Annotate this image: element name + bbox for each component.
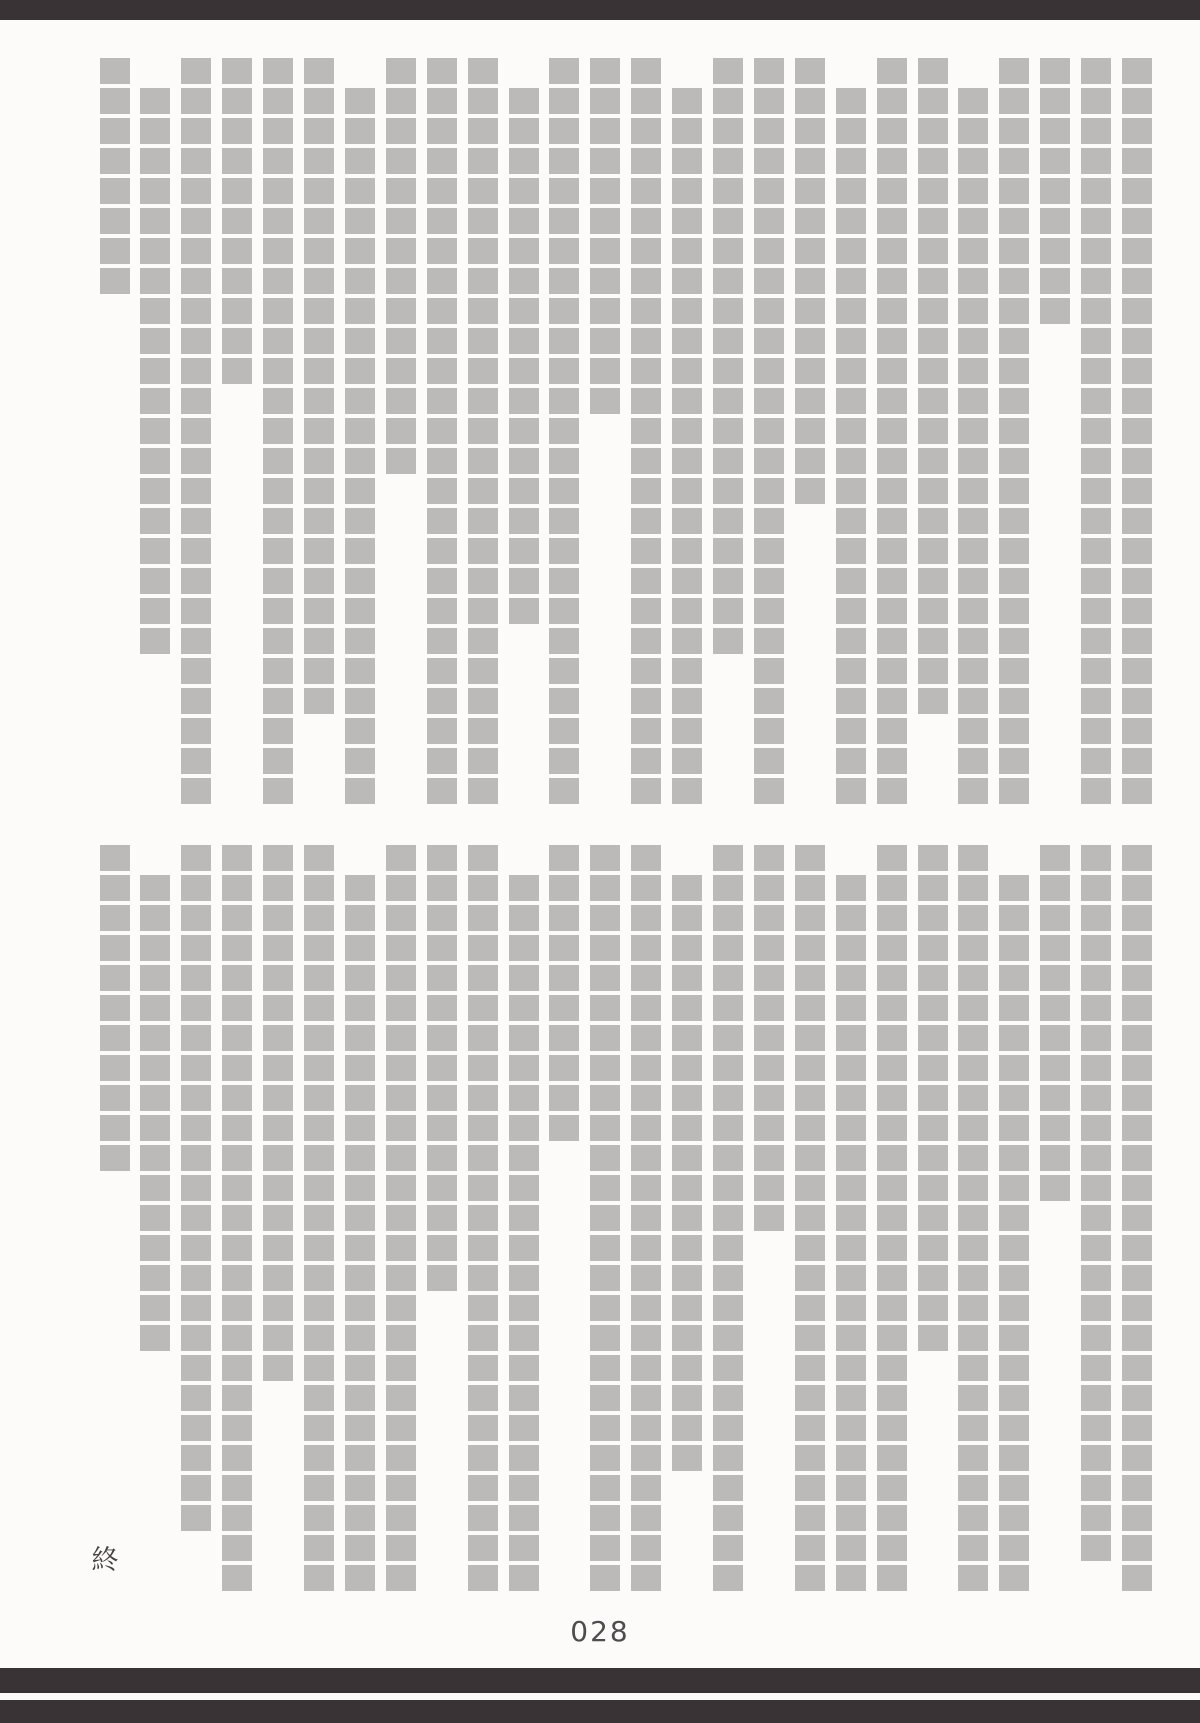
- redacted-text-column: [100, 845, 130, 1175]
- redacted-text-column: [140, 875, 170, 1355]
- redacted-text-column: [1040, 845, 1070, 1205]
- redacted-text-column: [631, 845, 661, 1595]
- redacted-text-column: [590, 845, 620, 1595]
- redacted-text-column: [918, 845, 948, 1355]
- redacted-text-column: [140, 88, 170, 658]
- redacted-text-column: [549, 58, 579, 808]
- redacted-text-column: [386, 845, 416, 1595]
- redacted-text-column: [836, 88, 866, 808]
- redacted-text-column: [304, 58, 334, 718]
- redacted-text-column: [754, 845, 784, 1235]
- redacted-text-column: [468, 845, 498, 1595]
- redacted-text-column: [386, 58, 416, 478]
- redacted-text-column: [181, 58, 211, 808]
- redacted-text-column: [304, 845, 334, 1595]
- redacted-text-column: [345, 875, 375, 1595]
- redacted-text-column: [427, 58, 457, 808]
- scan-edge-bar-bottom-2: [0, 1700, 1200, 1723]
- redacted-text-column: [1040, 58, 1070, 328]
- redacted-text-column: [958, 845, 988, 1595]
- redacted-text-column: [713, 845, 743, 1595]
- redacted-text-column: [345, 88, 375, 808]
- redacted-text-column: [713, 58, 743, 658]
- redacted-text-column: [918, 58, 948, 718]
- scan-edge-bar-bottom: [0, 1668, 1200, 1693]
- redacted-text-column: [672, 88, 702, 808]
- redacted-text-column: [672, 875, 702, 1475]
- redacted-text-column: [795, 58, 825, 508]
- redacted-text-column: [631, 58, 661, 808]
- redacted-text-column: [590, 58, 620, 418]
- redacted-text-column: [100, 58, 130, 298]
- redacted-text-column: [795, 845, 825, 1595]
- redacted-text-column: [468, 58, 498, 808]
- redacted-text-column: [1081, 58, 1111, 808]
- redacted-text-column: [1122, 58, 1152, 808]
- page-number: 028: [570, 1615, 630, 1648]
- redacted-text-column: [222, 58, 252, 388]
- scan-edge-bar-top: [0, 0, 1200, 20]
- redacted-text-column: [754, 58, 784, 808]
- redacted-text-column: [427, 845, 457, 1295]
- redacted-text-column: [222, 845, 252, 1595]
- redacted-text-column: [999, 875, 1029, 1595]
- redacted-text-column: [1122, 845, 1152, 1595]
- redacted-text-column: [263, 845, 293, 1385]
- redacted-text-column: [509, 875, 539, 1595]
- redacted-text-column: [877, 58, 907, 808]
- redacted-text-column: [509, 88, 539, 628]
- redacted-text-column: [958, 88, 988, 808]
- redacted-text-column: [263, 58, 293, 808]
- redacted-text-column: [877, 845, 907, 1595]
- end-of-story-mark: 終: [91, 1545, 119, 1576]
- redacted-text-column: [836, 875, 866, 1595]
- redacted-text-column: [1081, 845, 1111, 1565]
- redacted-text-column: [181, 845, 211, 1535]
- redacted-text-column: [999, 58, 1029, 808]
- redacted-text-column: [549, 845, 579, 1145]
